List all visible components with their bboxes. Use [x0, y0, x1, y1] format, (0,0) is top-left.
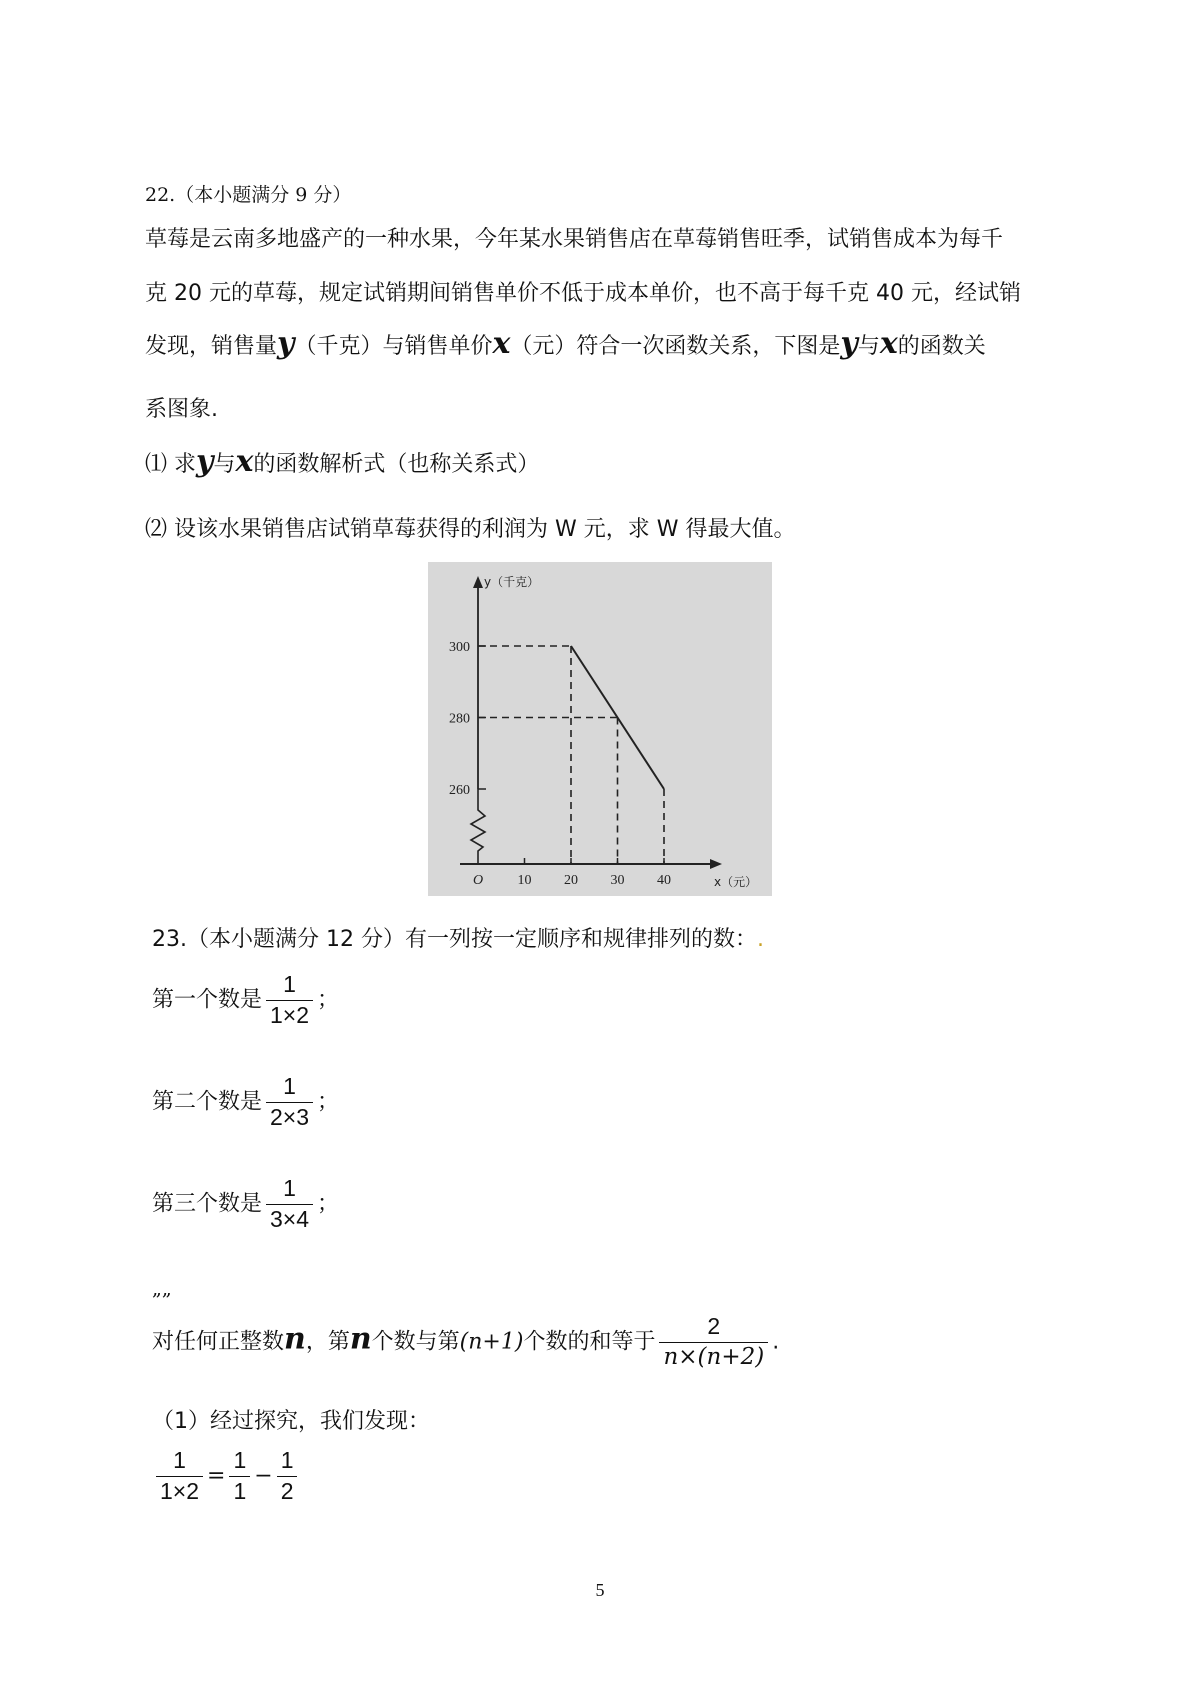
variable-n: n — [284, 1321, 306, 1357]
fraction-numerator: 1 — [233, 1447, 247, 1473]
q22-paragraph-line2: 克 20 元的草莓，规定试销期间销售单价不低于成本单价，也不高于每千克 40 元，经试销 — [145, 281, 1021, 306]
item-label: 第二个数是 — [152, 1089, 263, 1115]
q23-equation — [152, 1448, 301, 1505]
y-tick-label: 280 — [449, 711, 470, 727]
statement-text: 个数与第 — [371, 1329, 460, 1355]
fraction-denominator: 1×2 — [160, 1478, 200, 1505]
q23-subquestion-1: （1）经过探究，我们发现： — [152, 1409, 430, 1434]
variable-y: y — [840, 326, 858, 361]
decorative-dot: . — [756, 927, 764, 952]
q23-item-2 — [152, 1074, 339, 1131]
period: . — [772, 1329, 780, 1355]
q22-subquestion-1 — [145, 444, 539, 479]
separator: ； — [317, 1089, 340, 1115]
q22-paragraph-line4: 系图象. — [145, 397, 218, 422]
x-tick-label: 10 — [517, 873, 532, 888]
separator: ； — [317, 1191, 340, 1217]
fraction-bar — [266, 1102, 313, 1103]
fraction — [229, 1448, 250, 1505]
q22-paragraph-line3 — [145, 326, 986, 361]
fraction — [277, 1448, 298, 1505]
variable-y: y — [196, 444, 214, 479]
fraction — [156, 1448, 203, 1505]
q23-item-1 — [152, 972, 339, 1029]
fraction-denominator: 2 — [280, 1478, 294, 1505]
separator: ； — [317, 987, 340, 1013]
variable-x: x — [235, 444, 254, 479]
q22-text: 与 — [857, 334, 880, 359]
variable-y: y — [277, 326, 295, 361]
item-label: 第一个数是 — [152, 987, 263, 1013]
q23-heading — [152, 922, 764, 953]
equals-sign: = — [207, 1463, 226, 1489]
x-tick-label: 40 — [657, 873, 671, 888]
fraction-numerator: 1 — [283, 1073, 296, 1099]
item-label: 第三个数是 — [152, 1191, 263, 1217]
y-tick-label: 300 — [449, 640, 470, 655]
y-axis-break — [471, 789, 485, 864]
q22-text: （千克）与销售单价 — [294, 334, 493, 359]
x-tick-label: 30 — [610, 873, 625, 888]
q23-statement — [152, 1314, 779, 1371]
function-graph — [428, 562, 772, 896]
y-axis-arrow — [473, 576, 483, 588]
q22-text: 与 — [213, 452, 236, 477]
fraction — [266, 1074, 313, 1131]
fraction-bar — [156, 1476, 203, 1477]
x-tick-label: 20 — [564, 873, 578, 888]
q22-text: （元）符合一次函数关系，下图是 — [510, 334, 841, 359]
variable-x: x — [879, 326, 898, 361]
x-tick-label: O — [472, 873, 484, 888]
fraction-bar — [229, 1476, 250, 1477]
x-axis-label: x（元） — [714, 875, 758, 889]
fraction — [266, 972, 313, 1029]
fraction-numerator: 1 — [280, 1447, 294, 1473]
variable-x: x — [492, 326, 511, 361]
fraction-numerator: 1 — [173, 1447, 186, 1473]
fraction — [266, 1176, 313, 1233]
fraction-bar — [659, 1342, 768, 1343]
fraction-denominator: 1×2 — [270, 1002, 310, 1029]
q23-item-3 — [152, 1176, 339, 1233]
math-expression: (n+1) — [459, 1329, 524, 1355]
statement-text: 个数的和等于 — [523, 1329, 656, 1355]
fraction-bar — [277, 1476, 298, 1477]
q22-text: 的函数解析式（也称关系式） — [253, 452, 540, 477]
variable-n: n — [349, 1321, 372, 1357]
fraction-denominator: 2×3 — [270, 1104, 310, 1131]
q22-subquestion-2: ⑵ 设该水果销售店试销草莓获得的利润为 W 元，求 W 得最大值。 — [145, 517, 796, 542]
fraction-denominator: n×(n+2) — [663, 1344, 765, 1371]
fraction-denominator: 1 — [233, 1478, 247, 1505]
fraction — [659, 1314, 768, 1371]
function-graph-svg — [428, 562, 772, 896]
fraction-bar — [266, 1204, 313, 1205]
fraction-bar — [266, 1000, 313, 1001]
q22-paragraph-line1: 草莓是云南多地盛产的一种水果，今年某水果销售店在草莓销售旺季，试销售成本为每千 — [145, 227, 1004, 252]
statement-text: 对任何正整数 — [152, 1329, 285, 1355]
y-axis-label: y（千克） — [484, 575, 540, 589]
q22-heading: 22.（本小题满分 9 分） — [145, 184, 352, 206]
ellipsis: „„ — [152, 1278, 172, 1300]
y-tick-label: 260 — [449, 783, 470, 798]
q22-text: 的函数关 — [897, 334, 986, 359]
statement-text: ，第 — [305, 1329, 350, 1355]
x-axis-arrow — [710, 859, 722, 869]
q22-text: 发现，销售量 — [145, 334, 278, 359]
fraction-numerator: 2 — [707, 1313, 721, 1339]
fraction-numerator: 1 — [283, 971, 296, 997]
page-number: 5 — [595, 1580, 605, 1600]
q22-text: ⑴ 求 — [145, 452, 196, 477]
minus-sign: − — [254, 1463, 273, 1489]
q23-heading-text: 23.（本小题满分 12 分）有一列按一定顺序和规律排列的数： — [152, 927, 757, 952]
fraction-denominator: 3×4 — [270, 1206, 310, 1233]
fraction-numerator: 1 — [283, 1175, 296, 1201]
